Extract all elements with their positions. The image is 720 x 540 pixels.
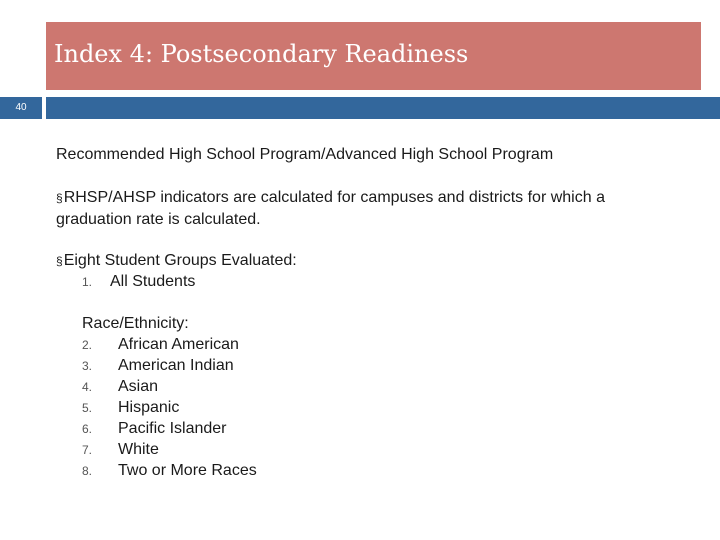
list-item [82, 376, 158, 398]
bullet-text: Eight Student Groups Evaluated: [63, 252, 297, 269]
list-number: 6. [82, 422, 93, 436]
list-number: 7. [82, 443, 93, 457]
bullet-text: RHSP/AHSP indicators are calculated for campuses and districts for which a graduation rate is calculated. [56, 189, 605, 228]
list-number: 5. [82, 401, 93, 415]
list-number: 3. [82, 359, 93, 373]
list-label: All Students [110, 273, 196, 290]
race-ethnicity-heading: Race/Ethnicity: [82, 315, 189, 332]
accent-bar [46, 97, 720, 119]
slide-title: Index 4: Postsecondary Readiness [54, 40, 469, 68]
group-all-students [82, 271, 195, 293]
list-item [82, 460, 257, 482]
slide-number-box [0, 97, 42, 119]
bullet-marker: § [56, 254, 63, 268]
list-item [82, 397, 179, 419]
list-item [82, 355, 234, 377]
list-label: African American [118, 336, 239, 353]
list-number: 1. [82, 275, 93, 289]
list-label: Asian [118, 378, 159, 395]
slide-number: 40 [15, 102, 27, 113]
list-label: American Indian [118, 357, 234, 374]
list-number: 4. [82, 380, 93, 394]
list-label: Two or More Races [118, 462, 257, 479]
bullet-groups [56, 250, 676, 272]
list-label: Pacific Islander [118, 420, 227, 437]
list-label: White [118, 441, 159, 458]
list-item [82, 439, 159, 461]
section-heading: Recommended High School Program/Advanced High School Program [56, 146, 554, 163]
list-item [82, 334, 239, 356]
list-label: Hispanic [118, 399, 180, 416]
title-banner [46, 22, 701, 90]
bullet-marker: § [56, 191, 63, 205]
list-number: 8. [82, 464, 93, 478]
list-item [82, 418, 227, 440]
bullet-rhsp [56, 187, 676, 230]
list-number: 2. [82, 338, 93, 352]
